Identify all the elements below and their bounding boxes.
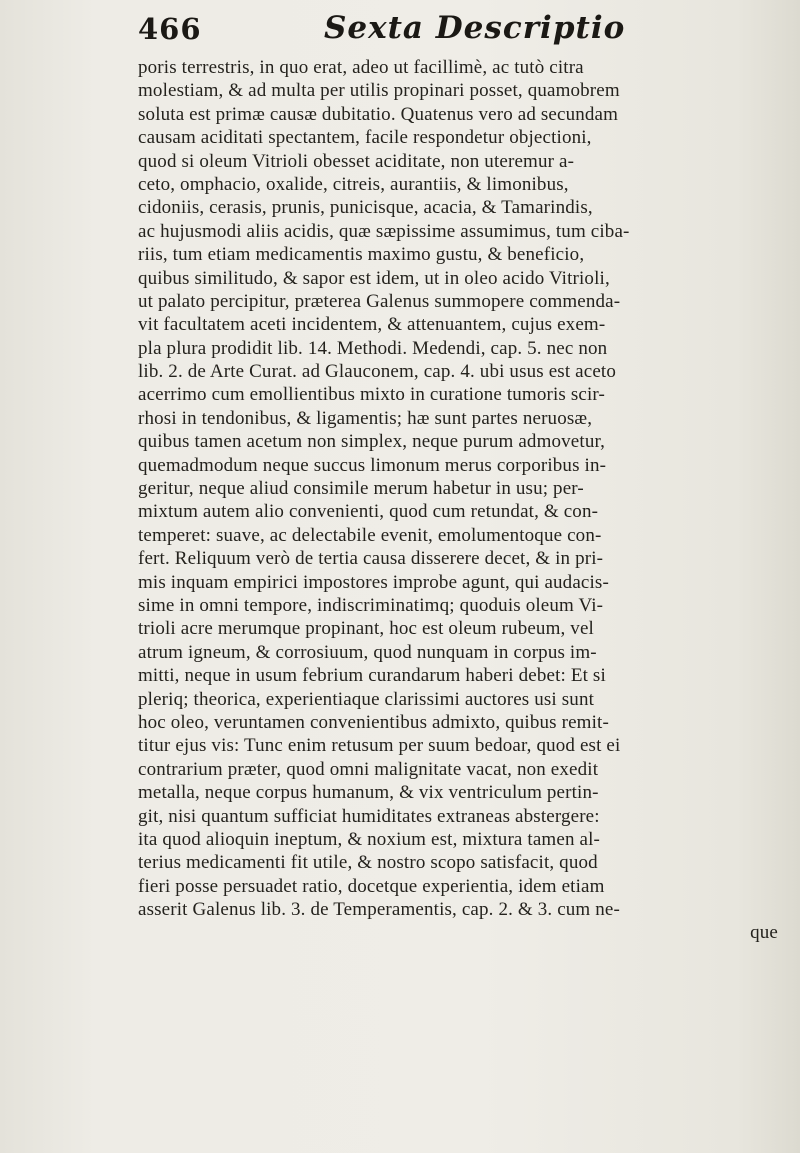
text-line: causam aciditati spectantem, facile respondetur objectioni,	[138, 127, 592, 149]
text-line: acerrimo cum emollientibus mixto in curatione tumoris scir-	[138, 384, 605, 406]
text-line: vit facultatem aceti incidentem, & attenuantem, cujus exem-	[138, 314, 606, 336]
text-line: quemadmodum neque succus limonum merus corporibus in-	[138, 454, 607, 476]
text-line: fert. Reliquum verò de tertia causa disserere decet, & in pri-	[138, 548, 604, 570]
text-line: git, nisi quantum sufficiat humiditates extraneas abstergere:	[138, 805, 600, 827]
text-line: titur ejus vis: Tunc enim retusum per suum bedoar, quod est ei	[138, 735, 621, 757]
text-line: molestiam, & ad multa per utilis propinari posset, quamobrem	[138, 80, 620, 102]
text-line: contrarium præter, quod omni malignitate vacat, non exedit	[138, 758, 599, 780]
text-line: asserit Galenus lib. 3. de Temperamentis, cap. 2. & 3. cum ne-	[138, 899, 620, 921]
page-header	[138, 2, 778, 58]
text-line: poris terrestris, in quo erat, adeo ut facillimè, ac tutò citra	[138, 57, 584, 78]
text-line: sime in omni tempore, indiscriminatimq; quoduis oleum Vi-	[138, 594, 604, 616]
text-line: hoc oleo, veruntamen convenientibus admixto, quibus remit-	[138, 711, 609, 733]
text-line: rhosi in tendonibus, & ligamentis; hæ sunt partes neruosæ,	[138, 407, 593, 429]
text-line: lib. 2. de Arte Curat. ad Glauconem, cap. 4. ubi usus est aceto	[138, 361, 616, 383]
text-line: ita quod alioquin ineptum, & noxium est, mixtura tamen al-	[138, 828, 600, 850]
text-line: mitti, neque in usum febrium curandarum haberi debet: Et si	[138, 665, 606, 687]
text-line: soluta est primæ causæ dubitatio. Quatenus vero ad secundam	[138, 103, 619, 125]
text-line: quod si oleum Vitrioli obesset aciditate, non uteremur a-	[138, 150, 575, 172]
text-line: pleriq; theorica, experientiaque clarissimi auctores usi sunt	[138, 688, 595, 710]
text-line: metalla, neque corpus humanum, & vix ventriculum pertin-	[138, 782, 599, 804]
text-line: temperet: suave, ac delectabile evenit, emolumentoque con-	[138, 524, 602, 546]
text-line: ceto, omphacio, oxalide, citreis, aurantiis, & limonibus,	[138, 173, 569, 195]
text-line: pla plura prodidit lib. 14. Methodi. Medendi, cap. 5. nec non	[138, 337, 608, 359]
text-line: mis inquam empirici impostores improbe agunt, qui audacis-	[138, 571, 609, 593]
text-line: geritur, neque aliud consimile merum habetur in usu; per-	[138, 478, 584, 500]
text-line: quibus similitudo, & sapor est idem, ut in oleo acido Vitrioli,	[138, 267, 610, 289]
text-line: ac hujusmodi aliis acidis, quæ sæpissime assumimus, tum ciba-	[138, 220, 630, 242]
running-head: Sexta Descriptio	[324, 10, 626, 46]
text-line: ut palato percipitur, præterea Galenus summopere commenda-	[138, 290, 621, 312]
text-line: cidoniis, cerasis, prunis, punicisque, acacia, & Tamarindis,	[138, 197, 593, 219]
text-line: atrum igneum, & corrosiuum, quod nunquam in corpus im-	[138, 641, 597, 663]
text-line: fieri posse persuadet ratio, docetque experientia, idem etiam	[138, 875, 605, 897]
page-number: 466	[138, 12, 202, 46]
text-line: trioli acre merumque propinant, hoc est oleum rubeum, vel	[138, 618, 594, 640]
text-line: terius medicamenti fit utile, & nostro scopo satisfacit, quod	[138, 852, 598, 874]
catchword: que	[750, 922, 778, 944]
text-line: quibus tamen acetum non simplex, neque purum admovetur,	[138, 431, 606, 453]
text-line: riis, tum etiam medicamentis maximo gustu, & beneficio,	[138, 244, 585, 266]
text-line: mixtum autem alio convenienti, quod cum retundat, & con-	[138, 501, 599, 523]
body-text	[138, 56, 788, 945]
